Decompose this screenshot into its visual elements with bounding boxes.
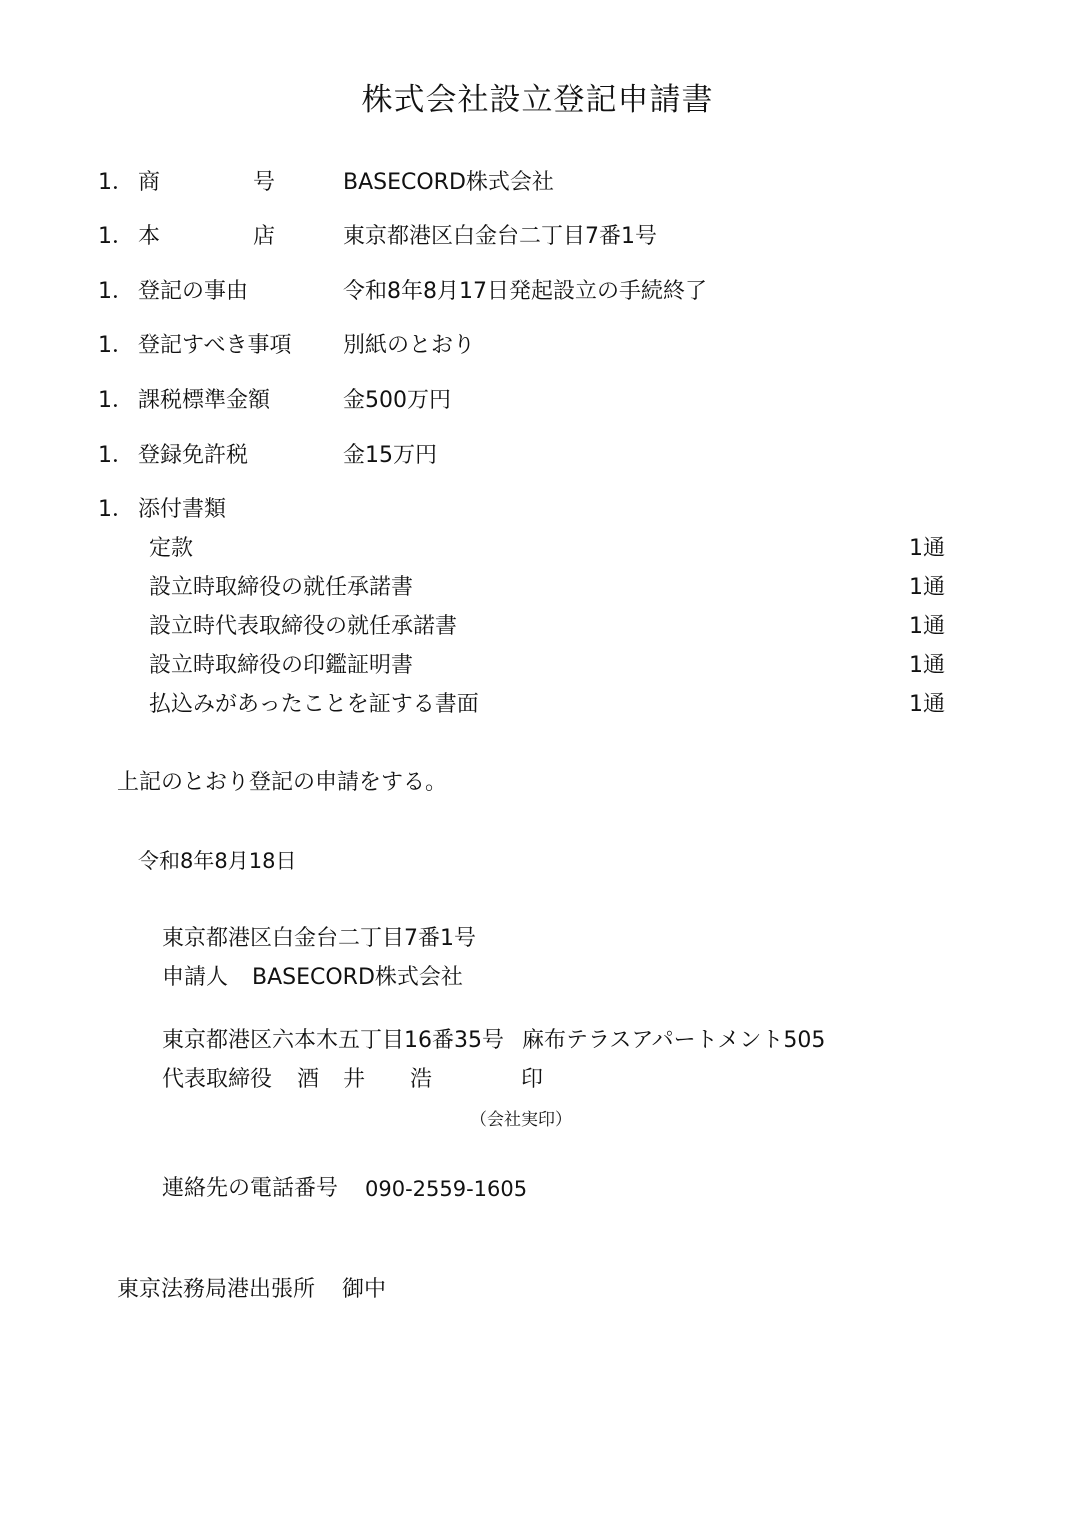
attachment-count: 1通 bbox=[909, 536, 945, 561]
document-title: 株式会社設立登記申請書 bbox=[361, 82, 714, 118]
attachment-name: 定款 bbox=[149, 536, 194, 561]
attachment-count: 1通 bbox=[909, 653, 945, 678]
seal-note: （会社実印） bbox=[470, 1110, 572, 1130]
addressee-honorific: 御中 bbox=[342, 1277, 387, 1302]
attachment-name: 設立時代表取締役の就任承諾書 bbox=[149, 614, 458, 639]
item-label: 商 号 bbox=[138, 170, 275, 195]
item-value: 別紙のとおり bbox=[343, 333, 476, 358]
applicant-address: 東京都港区白金台二丁目7番1号 bbox=[162, 926, 476, 951]
item-number: 1． bbox=[98, 388, 134, 413]
contact-label: 連絡先の電話番号 bbox=[162, 1176, 339, 1201]
applicant-label: 申請人 bbox=[162, 965, 229, 990]
contact-phone: 090-2559-1605 bbox=[365, 1177, 528, 1201]
item-label: 登記の事由 bbox=[138, 279, 249, 304]
item-value: 東京都港区白金台二丁目7番1号 bbox=[343, 224, 657, 249]
representative-title: 代表取締役 bbox=[162, 1067, 273, 1092]
attachment-count: 1通 bbox=[909, 575, 945, 600]
attachment-name: 払込みがあったことを証する書面 bbox=[149, 692, 479, 717]
item-value: 金500万円 bbox=[343, 388, 451, 413]
item-number: 1． bbox=[98, 170, 134, 195]
item-value: 金15万円 bbox=[343, 443, 437, 468]
representative-building: 麻布テラスアパートメント505 bbox=[522, 1028, 826, 1053]
representative-name-char: 浩 bbox=[410, 1067, 433, 1092]
application-date: 令和8年8月18日 bbox=[138, 849, 297, 873]
applicant-name: BASECORD株式会社 bbox=[252, 965, 463, 990]
item-number: 1． bbox=[98, 333, 134, 358]
item-label: 登録免許税 bbox=[138, 443, 249, 468]
item-value: BASECORD株式会社 bbox=[343, 170, 554, 195]
item-label: 本 店 bbox=[138, 224, 275, 249]
item-number: 1． bbox=[98, 497, 134, 522]
representative-name-char: 井 bbox=[343, 1067, 366, 1092]
item-number: 1． bbox=[98, 443, 134, 468]
item-number: 1． bbox=[98, 224, 134, 249]
attachment-name: 設立時取締役の就任承諾書 bbox=[149, 575, 414, 600]
seal-mark: 印 bbox=[521, 1067, 544, 1092]
addressee-office: 東京法務局港出張所 bbox=[117, 1277, 316, 1302]
item-value: 令和8年8月17日発起設立の手続終了 bbox=[343, 279, 707, 304]
representative-address: 東京都港区六本木五丁目16番35号 bbox=[162, 1028, 504, 1053]
representative-name-char: 酒 bbox=[297, 1067, 320, 1092]
attachment-name: 設立時取締役の印鑑証明書 bbox=[149, 653, 414, 678]
attachment-count: 1通 bbox=[909, 614, 945, 639]
item-label: 登記すべき事項 bbox=[138, 333, 292, 358]
item-label: 添付書類 bbox=[138, 497, 227, 522]
application-statement: 上記のとおり登記の申請をする。 bbox=[117, 770, 448, 795]
item-number: 1． bbox=[98, 279, 134, 304]
attachment-count: 1通 bbox=[909, 692, 945, 717]
item-label: 課税標準金額 bbox=[138, 388, 271, 413]
